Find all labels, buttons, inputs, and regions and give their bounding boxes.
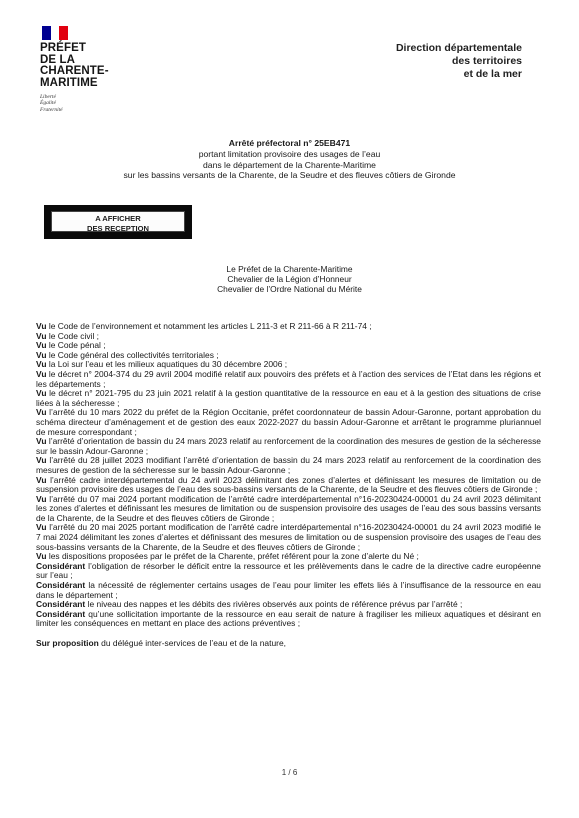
recital-paragraph	[36, 495, 541, 524]
recital-label: Vu	[36, 551, 47, 562]
recital-label: Considérant	[36, 599, 86, 610]
recital-label: Vu	[36, 330, 47, 341]
recital-paragraph	[36, 456, 541, 475]
decree-title	[0, 138, 579, 181]
closing-text: du délégué inter-services de l’eau et de la nature,	[101, 638, 286, 648]
motto-line: Égalité	[40, 100, 56, 107]
recital-label: Considérant	[36, 580, 86, 591]
decree-subtitle-line: dans le département de la Charente-Maritime	[203, 159, 376, 170]
recital-text: l’arrêté du 20 mai 2025 portant modification de l’arrêté cadre interdépartemental n°16-20230424-00001 du 24 avril 2023 modifié le 7 mai 2024 délimitant les zones d’alertes et définissant des mesures de limitation ou de suspension provisoire des usages de l’eau des sous-bassins versants de la Charente, de la Seudre et des fleuves côtiers de Gironde ;	[36, 522, 541, 552]
signatory-line: Le Préfet de la Charente-Maritime	[226, 264, 353, 274]
recital-paragraph	[36, 322, 541, 332]
recital-label: Vu	[36, 368, 47, 379]
closing-label: Sur proposition	[36, 638, 99, 648]
recital-label: Vu	[36, 359, 47, 370]
recital-paragraph	[36, 523, 541, 552]
recital-label: Vu	[36, 321, 47, 331]
recital-paragraph	[36, 476, 541, 495]
recital-label: Vu	[36, 522, 47, 533]
recital-label: Considérant	[36, 560, 86, 571]
decree-subtitle-line: portant limitation provisoire des usages de l’eau	[198, 148, 381, 159]
recital-text: la Loi sur l’eau et les milieux aquatiques du 30 décembre 2006 ;	[48, 359, 288, 370]
stamp-line: DES RECEPTION	[86, 223, 150, 233]
recital-text: le Code pénal ;	[48, 340, 106, 351]
logo-line: CHARENTE-	[40, 65, 109, 77]
decree-number: Arrêté préfectoral n° 25EB471	[228, 138, 351, 148]
recital-label: Vu	[36, 340, 47, 351]
recital-paragraph	[36, 581, 541, 600]
issuing-direction	[396, 42, 522, 81]
republic-motto	[40, 94, 160, 113]
recital-text: le Code civil ;	[48, 330, 100, 341]
recital-label: Considérant	[36, 608, 86, 619]
logo-line: DE LA	[40, 53, 75, 66]
prefecture-logo	[40, 26, 160, 113]
closing-paragraph	[36, 639, 541, 649]
recitals-list	[36, 322, 541, 629]
recital-text: l’obligation de résorber le déficit entre la ressource et les prélèvements dans le cadre de la directive cadre européenne sur l’eau ;	[36, 560, 541, 581]
posting-stamp-label	[51, 211, 185, 232]
recital-paragraph	[36, 332, 541, 342]
recital-text: le Code général des collectivités territoriales ;	[48, 349, 219, 360]
recital-text: l’arrêté du 10 mars 2022 du préfet de la Région Occitanie, préfet coordonnateur de bassin Adour-Garonne, portant approbation du schéma directeur d’aménagement et de gestion des eaux 2022-2027 du bassin Adour-Garonne et arrêtant le programme pluriannuel de mesure correspondant ;	[36, 407, 541, 437]
french-flag-icon	[42, 26, 68, 40]
prefecture-name	[40, 43, 160, 89]
recital-text: la nécessité de réglementer certains usages de l’eau pour limiter les effets liés à l’insuffisance de la ressource en eau dans le département ;	[36, 580, 541, 600]
recital-label: Vu	[36, 407, 47, 418]
recital-text: l’arrêté d’orientation de bassin du 24 mars 2023 relatif au renforcement de la coordination des mesures de gestion de la sécheresse sur le bassin Adour-Garonne ;	[36, 436, 541, 456]
direction-line: des territoires	[451, 55, 522, 67]
recital-text: le décret n° 2021-795 du 23 juin 2021 relatif à la gestion quantitative de la ressource en eau et à la gestion des situations de crise liées à la sécheresse ;	[36, 388, 541, 408]
recital-label: Vu	[36, 388, 47, 399]
signatory-line: Chevalier de l’Ordre National du Mérite	[217, 284, 362, 295]
recital-text: les dispositions proposées par le préfet de la Charente, préfet référent pour la zone d’alerte du Né ;	[48, 551, 419, 562]
recital-label: Vu	[36, 436, 47, 447]
decree-subtitle-line: sur les bassins versants de la Charente, de la Seudre et des fleuves côtiers de Gironde	[123, 170, 456, 181]
motto-line: Fraternité	[40, 106, 63, 113]
recital-label: Vu	[36, 474, 47, 485]
decree-body	[36, 322, 541, 649]
recital-text: l’arrêté du 28 juillet 2023 modifiant l’arrêté d’orientation de bassin du 24 mars 2023 relatif au renforcement de la coordination des mesures de gestion de la sécheresse sur le bassin Adour-Garonne ;	[36, 455, 541, 475]
recital-text: le Code de l’environnement et notamment les articles L 211-3 et R 211-66 à R 211-74 ;	[48, 321, 372, 331]
recital-paragraph	[36, 610, 541, 629]
recital-paragraph	[36, 562, 541, 581]
logo-line: PRÉFET	[40, 42, 86, 54]
recital-text: le niveau des nappes et les débits des rivières observés aux points de référence prévus par l’arrêté ;	[87, 599, 463, 610]
recital-label: Vu	[36, 455, 47, 466]
page-number: 1 / 6	[281, 768, 298, 777]
recital-text: qu’une sollicitation importante de la ressource en eau serait de nature à fragiliser les milieux aquatiques et désirant en limiter les conséquences en mettant en place des actions préventives ;	[36, 608, 541, 629]
recital-paragraph	[36, 370, 541, 389]
recital-text: l’arrêté cadre interdépartemental du 24 avril 2023 délimitant des zones d’alertes et définissant les mesures de limitation ou de suspension provisoire des usages de l’eau des sous-bassins versants de la Charente, de la Seudre et des fleuves côtiers de Gironde ;	[36, 474, 541, 495]
recital-paragraph	[36, 408, 541, 437]
recital-text: l’arrêté du 07 mai 2024 portant modification de l’arrêté cadre interdépartemental n°16-20230424-00001 du 24 avril 2023 délimitant les zones d’alertes et définissant les mesures de limitation ou de suspension provisoire des usages de l’eau des sous bassins versants de la Charente, de la Seudre et des fleuves côtiers de Gironde ;	[36, 493, 541, 523]
recital-paragraph	[36, 389, 541, 408]
signatory-block	[0, 264, 579, 295]
posting-stamp	[44, 205, 192, 239]
direction-line: et de la mer	[463, 68, 522, 80]
direction-line: Direction départementale	[395, 42, 522, 54]
recital-paragraph	[36, 437, 541, 456]
signatory-line: Chevalier de la Légion d’Honneur	[227, 274, 352, 285]
recital-label: Vu	[36, 493, 47, 504]
recital-text: le décret n° 2004-374 du 29 avril 2004 modifié relatif aux pouvoirs des préfets et à l’action des services de l’Etat dans les régions et les départements ;	[36, 368, 541, 389]
stamp-line: A AFFICHER	[95, 214, 141, 223]
logo-line: MARITIME	[40, 76, 98, 89]
recital-label: Vu	[36, 349, 47, 360]
motto-line: Liberté	[40, 94, 56, 100]
